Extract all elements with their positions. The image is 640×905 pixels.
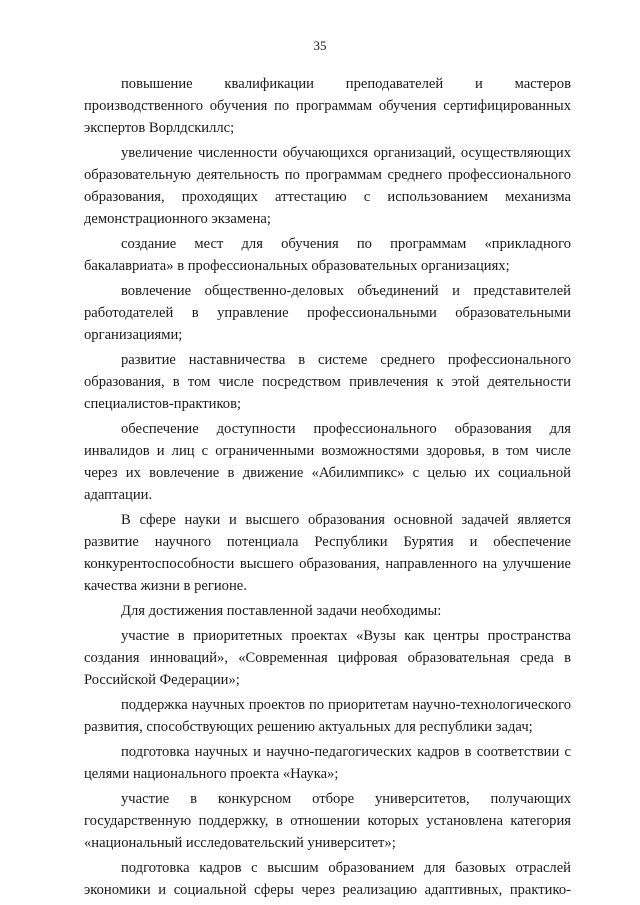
paragraph-4: вовлечение общественно-деловых объединений и представителей работодателей в управление профессиональными образовательными организациями; [84, 283, 571, 343]
paragraph-6: обеспечение доступности профессионального образования для инвалидов и лиц с ограниченными возможностями здоровья, в том числе через их вовлечение в движение «Абилимпикс» с целью их социальной адаптации. [84, 421, 571, 503]
paragraph-8: Для достижения поставленной задачи необходимы: [121, 603, 442, 619]
paragraph-1: повышение квалификации преподавателей и мастеров производственного обучения по программам обучения сертифицированных экспертов Ворлдскиллс; [84, 76, 571, 136]
document-body [84, 73, 571, 904]
paragraph-7: В сфере науки и высшего образования основной задачей является развитие научного потенциала Республики Бурятия и обеспечение конкурентоспособности высшего образования, направленного на улучшение качества жизни в регионе. [84, 512, 571, 594]
paragraph-10: поддержка научных проектов по приоритетам научно-технологического развития, способствующих решению актуальных для республики задач; [84, 697, 571, 735]
paragraph-11: подготовка научных и научно-педагогических кадров в соответствии с целями национального проекта «Наука»; [84, 744, 571, 782]
paragraph-13: подготовка кадров с высшим образованием для базовых отраслей экономики и социальной сферы через реализацию адаптивных, практико- [84, 860, 571, 898]
page-number: 35 [313, 38, 327, 53]
paragraph-3: создание мест для обучения по программам «прикладного бакалавриата» в профессиональных образовательных организациях; [84, 236, 571, 274]
paragraph-12: участие в конкурсном отборе университетов, получающих государственную поддержку, в отношении которых установлена категория «национальный исследовательский университет»; [84, 791, 571, 851]
paragraph-2: увеличение численности обучающихся организаций, осуществляющих образовательную деятельность по программам среднего профессионального образования, проходящих аттестацию с использованием механизма демонстрационного экзамена; [84, 145, 571, 227]
paragraph-5: развитие наставничества в системе среднего профессионального образования, в том числе посредством привлечения к этой деятельности специалистов-практиков; [84, 352, 571, 412]
paragraph-9: участие в приоритетных проектах «Вузы как центры пространства создания инноваций», «Современная цифровая образовательная среда в Российской Федерации»; [84, 628, 571, 688]
